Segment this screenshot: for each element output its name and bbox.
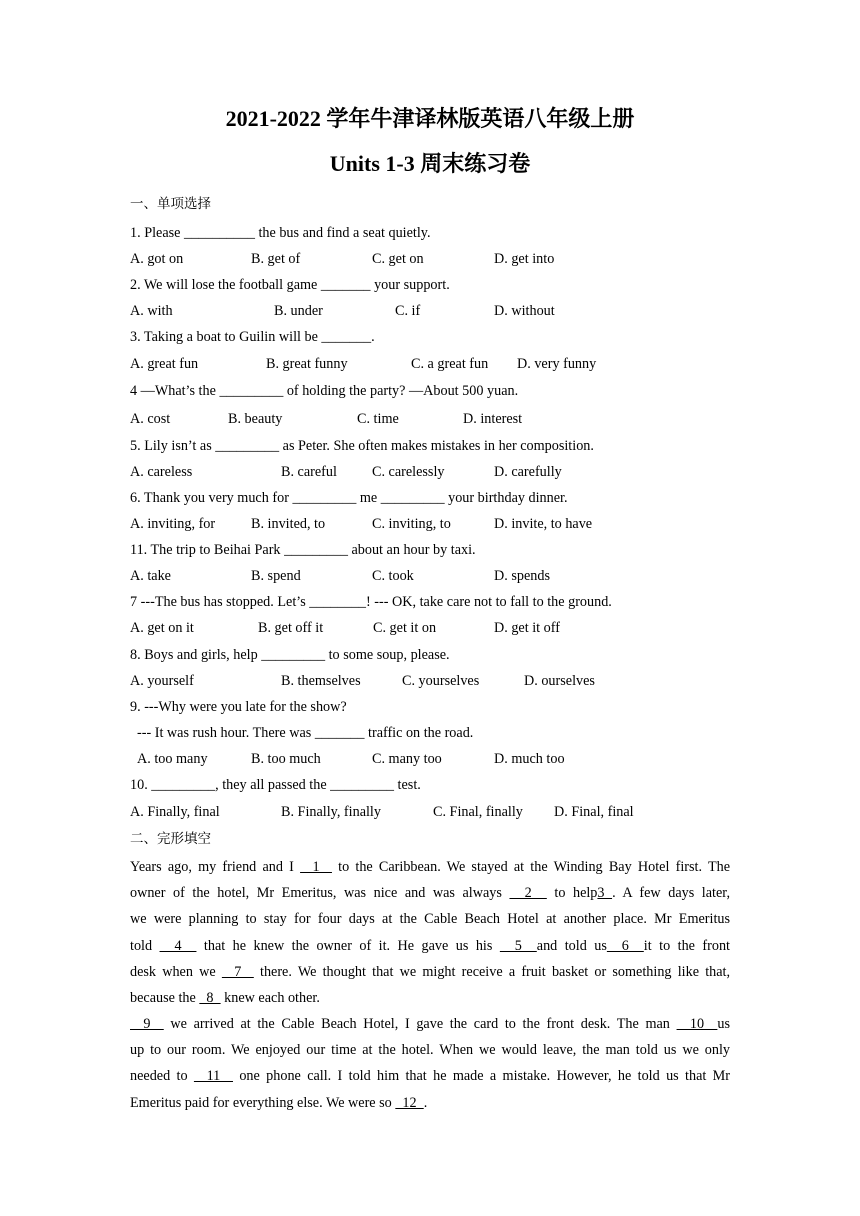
option-a: A. yourself xyxy=(130,673,194,689)
option-c: C. took xyxy=(372,568,414,584)
option-c: C. Final, finally xyxy=(433,804,523,820)
question-stem: 2. We will lose the football game _______ your support. xyxy=(130,277,450,293)
option-b: B. Finally, finally xyxy=(281,804,381,820)
question-stem: 8. Boys and girls, help _________ to some soup, please. xyxy=(130,647,450,663)
option-b: B. beauty xyxy=(228,411,283,427)
option-d: D. get into xyxy=(494,251,555,267)
option-a: A. great fun xyxy=(130,356,199,372)
blank-5[interactable]: 5 xyxy=(499,937,537,954)
option-d: D. without xyxy=(494,303,555,319)
question-stem: 1. Please __________ the bus and find a seat quietly. xyxy=(130,225,431,241)
page-subtitle: Units 1-3 周末练习卷 xyxy=(329,151,531,176)
blank-3[interactable]: 3 xyxy=(597,885,613,902)
option-d: D. ourselves xyxy=(524,673,595,689)
question-stem: 6. Thank you very much for _________ me _________ your birthday dinner. xyxy=(130,490,568,506)
question-stem: 7 ---The bus has stopped. Let’s ________! --- OK, take care not to fall to the ground. xyxy=(130,594,612,610)
question-stem: 9. ---Why were you late for the show? xyxy=(130,699,347,715)
cloze-paragraph xyxy=(130,1011,730,1116)
option-c: C. carelessly xyxy=(372,464,445,480)
paragraph-line: we were planning to stay for four days at the Cable Beach Hotel at another place. Mr Emeritus xyxy=(130,911,730,928)
question-stem: 5. Lily isn’t as _________ as Peter. She often makes mistakes in her composition. xyxy=(130,438,594,454)
option-c: C. a great fun xyxy=(411,356,489,372)
blank-1[interactable]: 1 xyxy=(300,859,332,875)
option-b: B. themselves xyxy=(281,673,361,689)
option-c: C. time xyxy=(357,411,399,427)
blank-6[interactable]: 6 xyxy=(606,937,644,954)
paragraph-line: Years ago, my friend and I 1 to the Caribbean. We stayed at the Winding Bay Hotel first. The xyxy=(130,859,730,875)
option-a: A. with xyxy=(130,303,173,319)
option-b: B. get of xyxy=(251,251,301,267)
option-a: A. got on xyxy=(130,251,184,267)
question-stem: 3. Taking a boat to Guilin will be _______. xyxy=(130,329,375,345)
paragraph-line: Emeritus paid for everything else. We were so 12 . xyxy=(130,1094,428,1111)
paragraph-line: 9 we arrived at the Cable Beach Hotel, I gave the card to the front desk. The man 10 us xyxy=(130,1016,731,1032)
option-c: C. inviting, to xyxy=(372,516,451,532)
option-b: B. too much xyxy=(251,751,321,767)
blank-12[interactable]: 12 xyxy=(395,1094,424,1111)
option-a: A. take xyxy=(130,568,171,584)
option-c: C. get on xyxy=(372,251,424,267)
blank-8[interactable]: 8 xyxy=(199,990,221,1007)
paragraph-line: owner of the hotel, Mr Emeritus, was nice and was always 2 to help3 . A few days later, xyxy=(130,885,730,902)
option-d: D. much too xyxy=(494,751,565,767)
option-b: B. spend xyxy=(251,568,301,584)
blank-9[interactable]: 9 xyxy=(130,1016,164,1032)
blank-11[interactable]: 11 xyxy=(193,1068,233,1085)
option-c: C. many too xyxy=(372,751,442,767)
option-c: C. yourselves xyxy=(402,673,480,689)
section-heading-multiple-choice: 一、单项选择 xyxy=(130,196,211,212)
question-stem: 10. _________, they all passed the _________ test. xyxy=(130,777,421,793)
option-a: A. Finally, final xyxy=(130,804,220,820)
page-title: 2021-2022 学年牛津译林版英语八年级上册 xyxy=(225,106,635,131)
blank-4[interactable]: 4 xyxy=(159,937,197,954)
option-d: D. get it off xyxy=(494,620,560,636)
paragraph-line: up to our room. We enjoyed our time at the hotel. When we would leave, the man told us we only xyxy=(130,1042,730,1059)
question-stem-response: --- It was rush hour. There was _______ traffic on the road. xyxy=(137,725,474,741)
option-a: A. too many xyxy=(137,751,208,767)
option-c: C. get it on xyxy=(373,620,437,636)
paragraph-line: desk when we 7 there. We thought that we might receive a fruit basket or something like that, xyxy=(130,963,731,980)
question-stem: 4 —What’s the _________ of holding the party? —About 500 yuan. xyxy=(130,383,519,399)
section-heading-cloze: 二、完形填空 xyxy=(130,831,211,847)
blank-10[interactable]: 10 xyxy=(676,1016,718,1032)
paragraph-line: needed to 11 one phone call. I told him that he made a mistake. However, he told us that Mr xyxy=(130,1068,730,1085)
blank-7[interactable]: 7 xyxy=(221,963,254,980)
question-stem: 11. The trip to Beihai Park _________ about an hour by taxi. xyxy=(130,542,476,558)
option-a: A. get on it xyxy=(130,620,194,636)
option-d: D. very funny xyxy=(517,356,597,372)
option-b: B. careful xyxy=(281,464,337,480)
option-a: A. inviting, for xyxy=(130,516,216,532)
paragraph-line: told 4 that he knew the owner of it. He gave us his 5 and told us 6 it to the front xyxy=(130,937,730,954)
option-b: B. under xyxy=(274,303,323,319)
option-a: A. careless xyxy=(130,464,193,480)
blank-2[interactable]: 2 xyxy=(509,885,547,902)
option-a: A. cost xyxy=(130,411,171,427)
option-d: D. carefully xyxy=(494,464,562,480)
option-d: D. Final, final xyxy=(554,804,634,820)
option-d: D. interest xyxy=(463,411,523,427)
option-b: B. get off it xyxy=(258,620,324,636)
option-b: B. invited, to xyxy=(251,516,326,532)
option-b: B. great funny xyxy=(266,356,348,372)
paragraph-line: because the 8 knew each other. xyxy=(130,990,320,1007)
option-c: C. if xyxy=(395,303,421,319)
option-d: D. spends xyxy=(494,568,550,584)
option-d: D. invite, to have xyxy=(494,516,593,532)
cloze-paragraph xyxy=(130,854,730,1011)
